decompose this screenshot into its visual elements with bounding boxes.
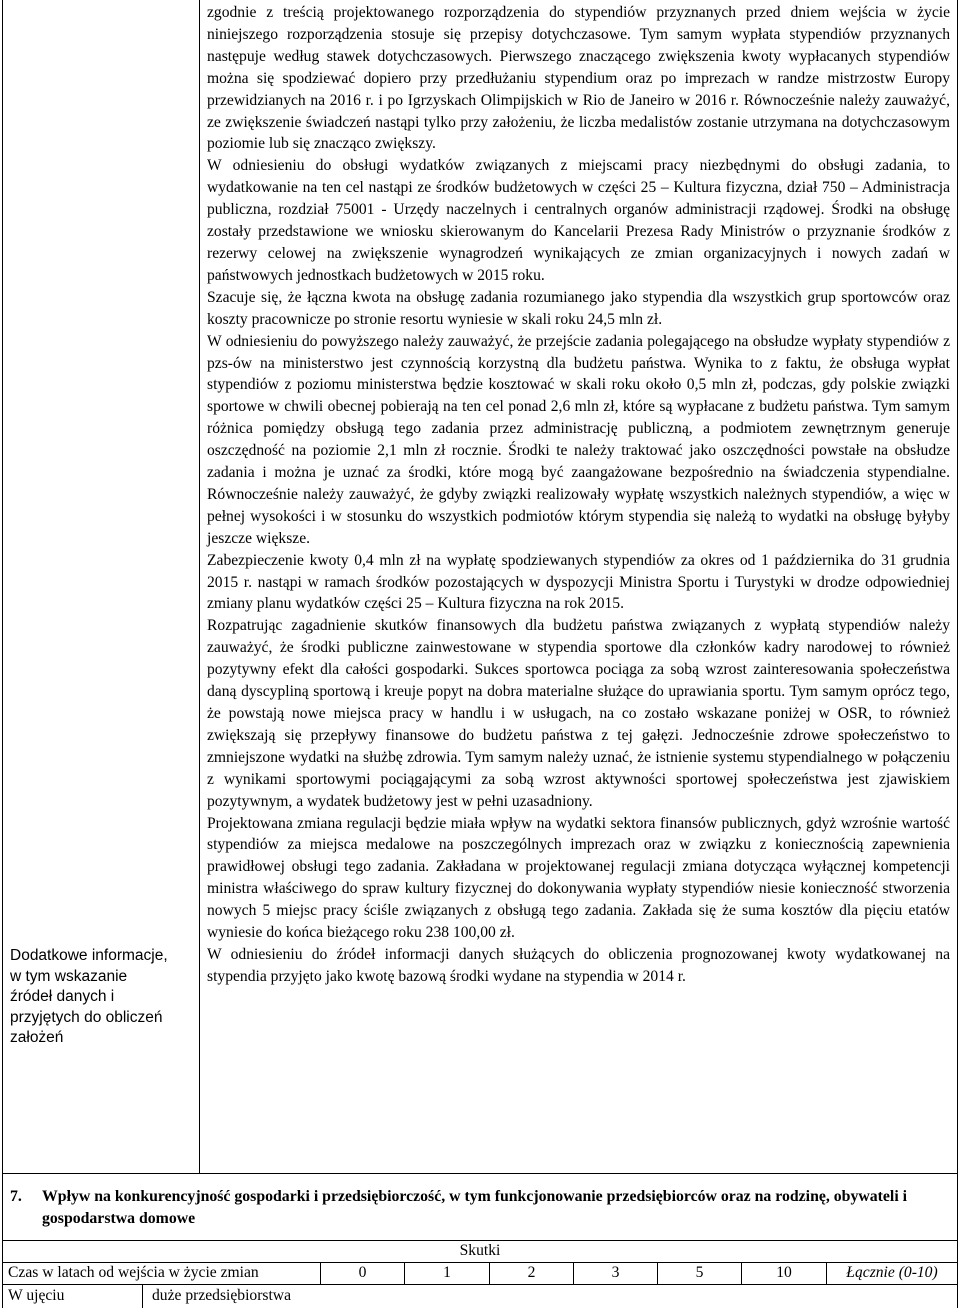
paragraph: W odniesieniu do źródeł informacji danych służących do obliczenia prognozowanej kwoty wydatkowanej na stypendia przyjęto jako kwotę bazową środki wydane na stypendia w 2014 r. [207, 945, 950, 985]
year-col-3: 3 [611, 1264, 620, 1281]
section-number: 7. [10, 1188, 22, 1205]
row2-col-divider [142, 1284, 143, 1308]
row-label-additional-info [10, 946, 195, 1049]
row-header-time: Czas w latach od wejścia w życie zmian [8, 1264, 259, 1281]
paragraph: Szacuje się, że łączna kwota na obsługę zadania rozumianego jako stypendia dla wszystkich grup sportowców oraz koszty pracownicze po stronie resortu wyniesie w skali roku 24,5 mln zł. [207, 288, 950, 328]
years-row-bottom-border [2, 1284, 958, 1285]
additional-info-text [207, 2, 950, 988]
section-title: Wpływ na konkurencyjność gospodarki i przedsiębiorczość, w tym funkcjonowanie przedsiębiorców oraz na rodzinę, obywateli i gospodarstwa domowe [42, 1188, 908, 1227]
paragraph: Rozpatrując zagadnienie skutków finansowych dla budżetu państwa związanych z wypłatą stypendiów należy zauważyć, że środki publiczne zainwestowane w stypendia sportowe dla członków kadry narodowej to również pozytywny efekt dla całości gospodarki. Sukces sportowca pociąga za sobą wzrost zainteresowania społeczeństwa daną dyscypliną sportową i kreuje popyt na dobra materialne służące do uprawiania sportu. Tym samym oprócz tego, że powstają nowe miejsca pracy w handlu i w usługach, na co zostało wskazane poniżej w OSR, to również zwiększają się przepływy finansowe do budżetu państwa z tej gałęzi. Jednocześnie zdrowe społeczeństwo to zmniejszone wydatki na służbę zdrowia. Tym samym należy uznać, że istnienie systemu stypendialnego w połączeniu z wynikami sportowymi pociągającymi za sobą wzrost aktywności sportowej społeczeństwa jest zjawiskiem pozytywnym, a wydatek budżetowy jest w pełni uzasadniony. [207, 617, 950, 810]
year-col-10: 10 [776, 1264, 792, 1281]
paragraph: Projektowana zmiana regulacji będzie miała wpływ na wydatki sektora finansów publicznych, gdyż wzrośnie wartość stypendiów za miejsca medalowe na poszczególnych imprezach oraz w związku z koniecznością zapewnienia prawidłowej obsługi tego zadania. Zakładana w projektowanej regulacji zmiana dotycząca wyłącznej kompetencji ministra właściwego do spraw kultury fizycznej do dokonywania wypłaty stypendiów niesie konieczność stworzenia nowych 5 miejsc pracy ściśle związanych z obsługą tego zadania. Zakłada się że suma kosztów dla pięciu etatów wyniesie do końca bieżącego roku 238 100,00 zł. [207, 814, 950, 942]
year-col-5: 5 [695, 1264, 704, 1281]
label-line: założeń [10, 1029, 64, 1046]
row2-value: duże przedsiębiorstwa [152, 1287, 291, 1304]
section-7-heading [10, 1186, 945, 1230]
year-col-1: 1 [443, 1264, 451, 1281]
paragraph: W odniesieniu do powyższego należy zauważyć, że przejście zadania polegającego na obsłudze wypłaty stypendiów z pzs-ów na ministerstwo jest czynnością korzystną dla budżetu państwa. Wynika to z faktu, że obsługa wypłat stypendiów z poziomu ministerstwa będzie kosztować w skali roku około 0,5 mln zł, podczas, gdy polskie związki sportowe w chwili obecnej pobierają na ten cel ponad 2,6 mln zł, które są wypłacane z budżetu państwa. Tym samym różnica pomiędzy obsługą tego zadania przez administrację publiczną, a podmiotem zewnętrznym generuje oszczędność na poziomie 2,1 mln zł rocznie. Środki te należy traktować jako oszczędności powstałe na obsłudze zadania i można je uznać za środki, które mogą być zaangażowane bezpośrednio na świadczenia stypendialne. Równocześnie należy zauważyć, że gdyby związki realizowały wypłatę wszystkich należnych stypendiów, a więc w pełnej wysokości i w stosunku do wszystkich podmiotów którym stypendia się należą to wydatki na obsługę byłyby jeszcze większe. [207, 332, 950, 547]
section-divider [2, 1173, 958, 1174]
table-border-left [2, 0, 3, 1308]
paragraph: zgodnie z treścią projektowanego rozporządzenia do stypendiów przyznanych przed dniem wejścia w życie niniejszego rozporządzenia stosuje się przepisy dotychczasowe. Tym samym wypłata stypendiów przyznanych następuje według stawek dotychczasowych. Pierwszego znaczącego zwiększenia kwoty wypłacanych stypendiów można się spodziewać dopiero przy przedłużaniu stypendium oraz po imprezach w randze mistrzostw Europy przewidzianych na 2016 r. i po Igrzyskach Olimpijskich w Rio de Janeiro w 2016 r. Równocześnie należy zauważyć, ze zwiększenie świadczeń nastąpi tylko przy założeniu, że liczba medalistów zostanie utrzymana na dotychczasowym poziomie lub się znacząco zwiększy. [207, 4, 950, 153]
label-line: źródeł danych i [10, 988, 115, 1005]
label-column-divider [199, 0, 200, 1173]
paragraph: Zabezpieczenie kwoty 0,4 mln zł na wypłatę spodziewanych stypendiów za okres od 1 października do 31 grudnia 2015 r. nastąpi w ramach środków pozostających w dyspozycji Ministra Sportu i Turystyki w drodze odpowiedniej zmiany planu wydatków części 25 – Kultura fizyczna na rok 2015. [207, 551, 950, 613]
total-col-header: Łącznie (0-10) [846, 1264, 938, 1281]
paragraph: W odniesieniu do obsługi wydatków związanych z miejscami pracy niezbędnymi do obsługi zadania, to wydatkowanie na ten cel nastąpi ze środków budżetowych w części 25 – Kultura fizyczna, dział 750 – Administracja publiczna, rozdział 75001 - Urzędy naczelnych i centralnych organów administracji rządowej. Środki na obsługę zostały przedstawione we wniosku skierowanym do Kancelarii Prezesa Rady Ministrów o przyznanie środków z rezerwy celowej na zwiększenie wynagrodzeń wynikających ze zmian organizacyjnych i nowych zadań w państwowych jednostkach budżetowych w 2015 roku. [207, 157, 950, 284]
skutki-header: Skutki [459, 1242, 501, 1259]
label-line: Dodatkowe informacje, [10, 947, 168, 964]
year-col-0: 0 [358, 1264, 367, 1281]
table-border-right [957, 0, 958, 1308]
label-line: przyjętych do obliczeń [10, 1008, 163, 1026]
row2-label: W ujęciu [8, 1287, 65, 1304]
year-col-2: 2 [527, 1264, 536, 1281]
label-line: w tym wskazanie [10, 967, 128, 985]
